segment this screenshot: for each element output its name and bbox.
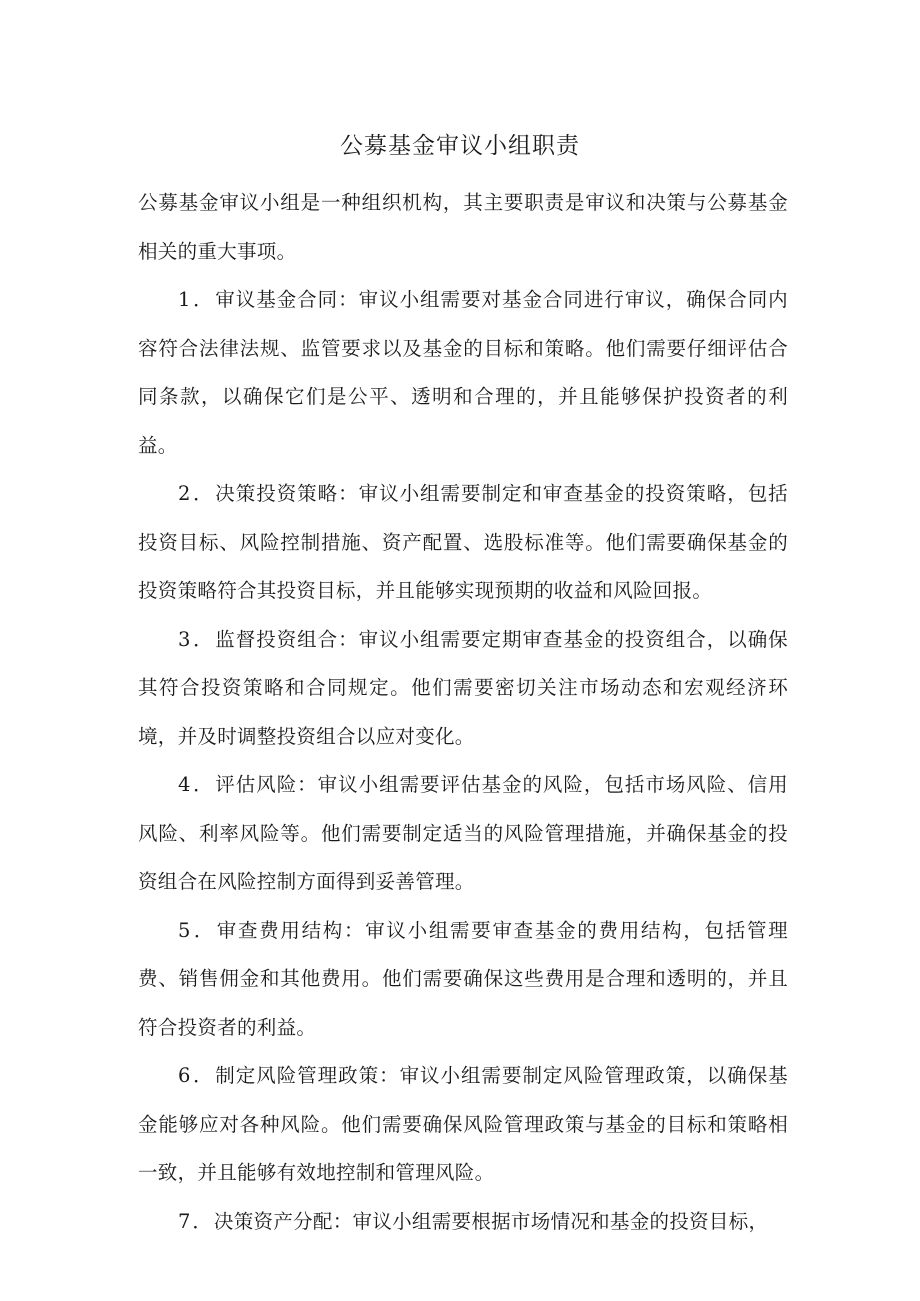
item-text: 审查费用结构：审议小组需要审查基金的费用结构，包括管理费、销售佣金和其他费用。他们需要确保这些费用是合理和透明的，并且符合投资者的利益。 (138, 918, 788, 1039)
item-number: 3． (178, 627, 216, 651)
list-item-7 (138, 1198, 788, 1247)
item-number: 2． (178, 482, 216, 505)
document-body (138, 179, 788, 1246)
list-item-6 (138, 1052, 788, 1198)
item-text: 决策资产分配：审议小组需要根据市场情况和基金的投资目标， (213, 1209, 769, 1233)
item-number: 6． (178, 1064, 216, 1087)
list-item-2 (138, 470, 788, 616)
item-number: 5． (178, 918, 217, 942)
intro-paragraph: 公募基金审议小组是一种组织机构，其主要职责是审议和决策与公募基金相关的重大事项。 (138, 191, 788, 263)
item-text: 评估风险：审议小组需要评估基金的风险，包括市场风险、信用风险、利率风险等。他们需要制定适当的风险管理措施，并确保基金的投资组合在风险控制方面得到妥善管理。 (138, 773, 788, 893)
list-item-1 (138, 276, 788, 470)
item-number: 1． (178, 288, 216, 311)
item-text: 监督投资组合：审议小组需要定期审查基金的投资组合，以确保其符合投资策略和合同规定。他们需要密切关注市场动态和宏观经济环境，并及时调整投资组合以应对变化。 (138, 627, 788, 748)
document-title: 公募基金审议小组职责 (340, 133, 580, 159)
item-number: 7． (178, 1209, 214, 1233)
item-number: 4． (178, 773, 216, 796)
list-item-5 (138, 907, 788, 1053)
list-item-3 (138, 616, 788, 762)
item-text: 审议基金合同：审议小组需要对基金合同进行审议，确保合同内容符合法律法规、监管要求以及基金的目标和策略。他们需要仔细评估合同条款，以确保它们是公平、透明和合理的，并且能够保护投资者的利益。 (138, 288, 788, 457)
list-item-4 (138, 761, 788, 907)
item-text: 决策投资策略：审议小组需要制定和审查基金的投资策略，包括投资目标、风险控制措施、资产配置、选股标准等。他们需要确保基金的投资策略符合其投资目标，并且能够实现预期的收益和风险回报。 (138, 482, 788, 602)
item-text: 制定风险管理政策：审议小组需要制定风险管理政策，以确保基金能够应对各种风险。他们需要确保风险管理政策与基金的目标和策略相一致，并且能够有效地控制和管理风险。 (138, 1064, 788, 1184)
